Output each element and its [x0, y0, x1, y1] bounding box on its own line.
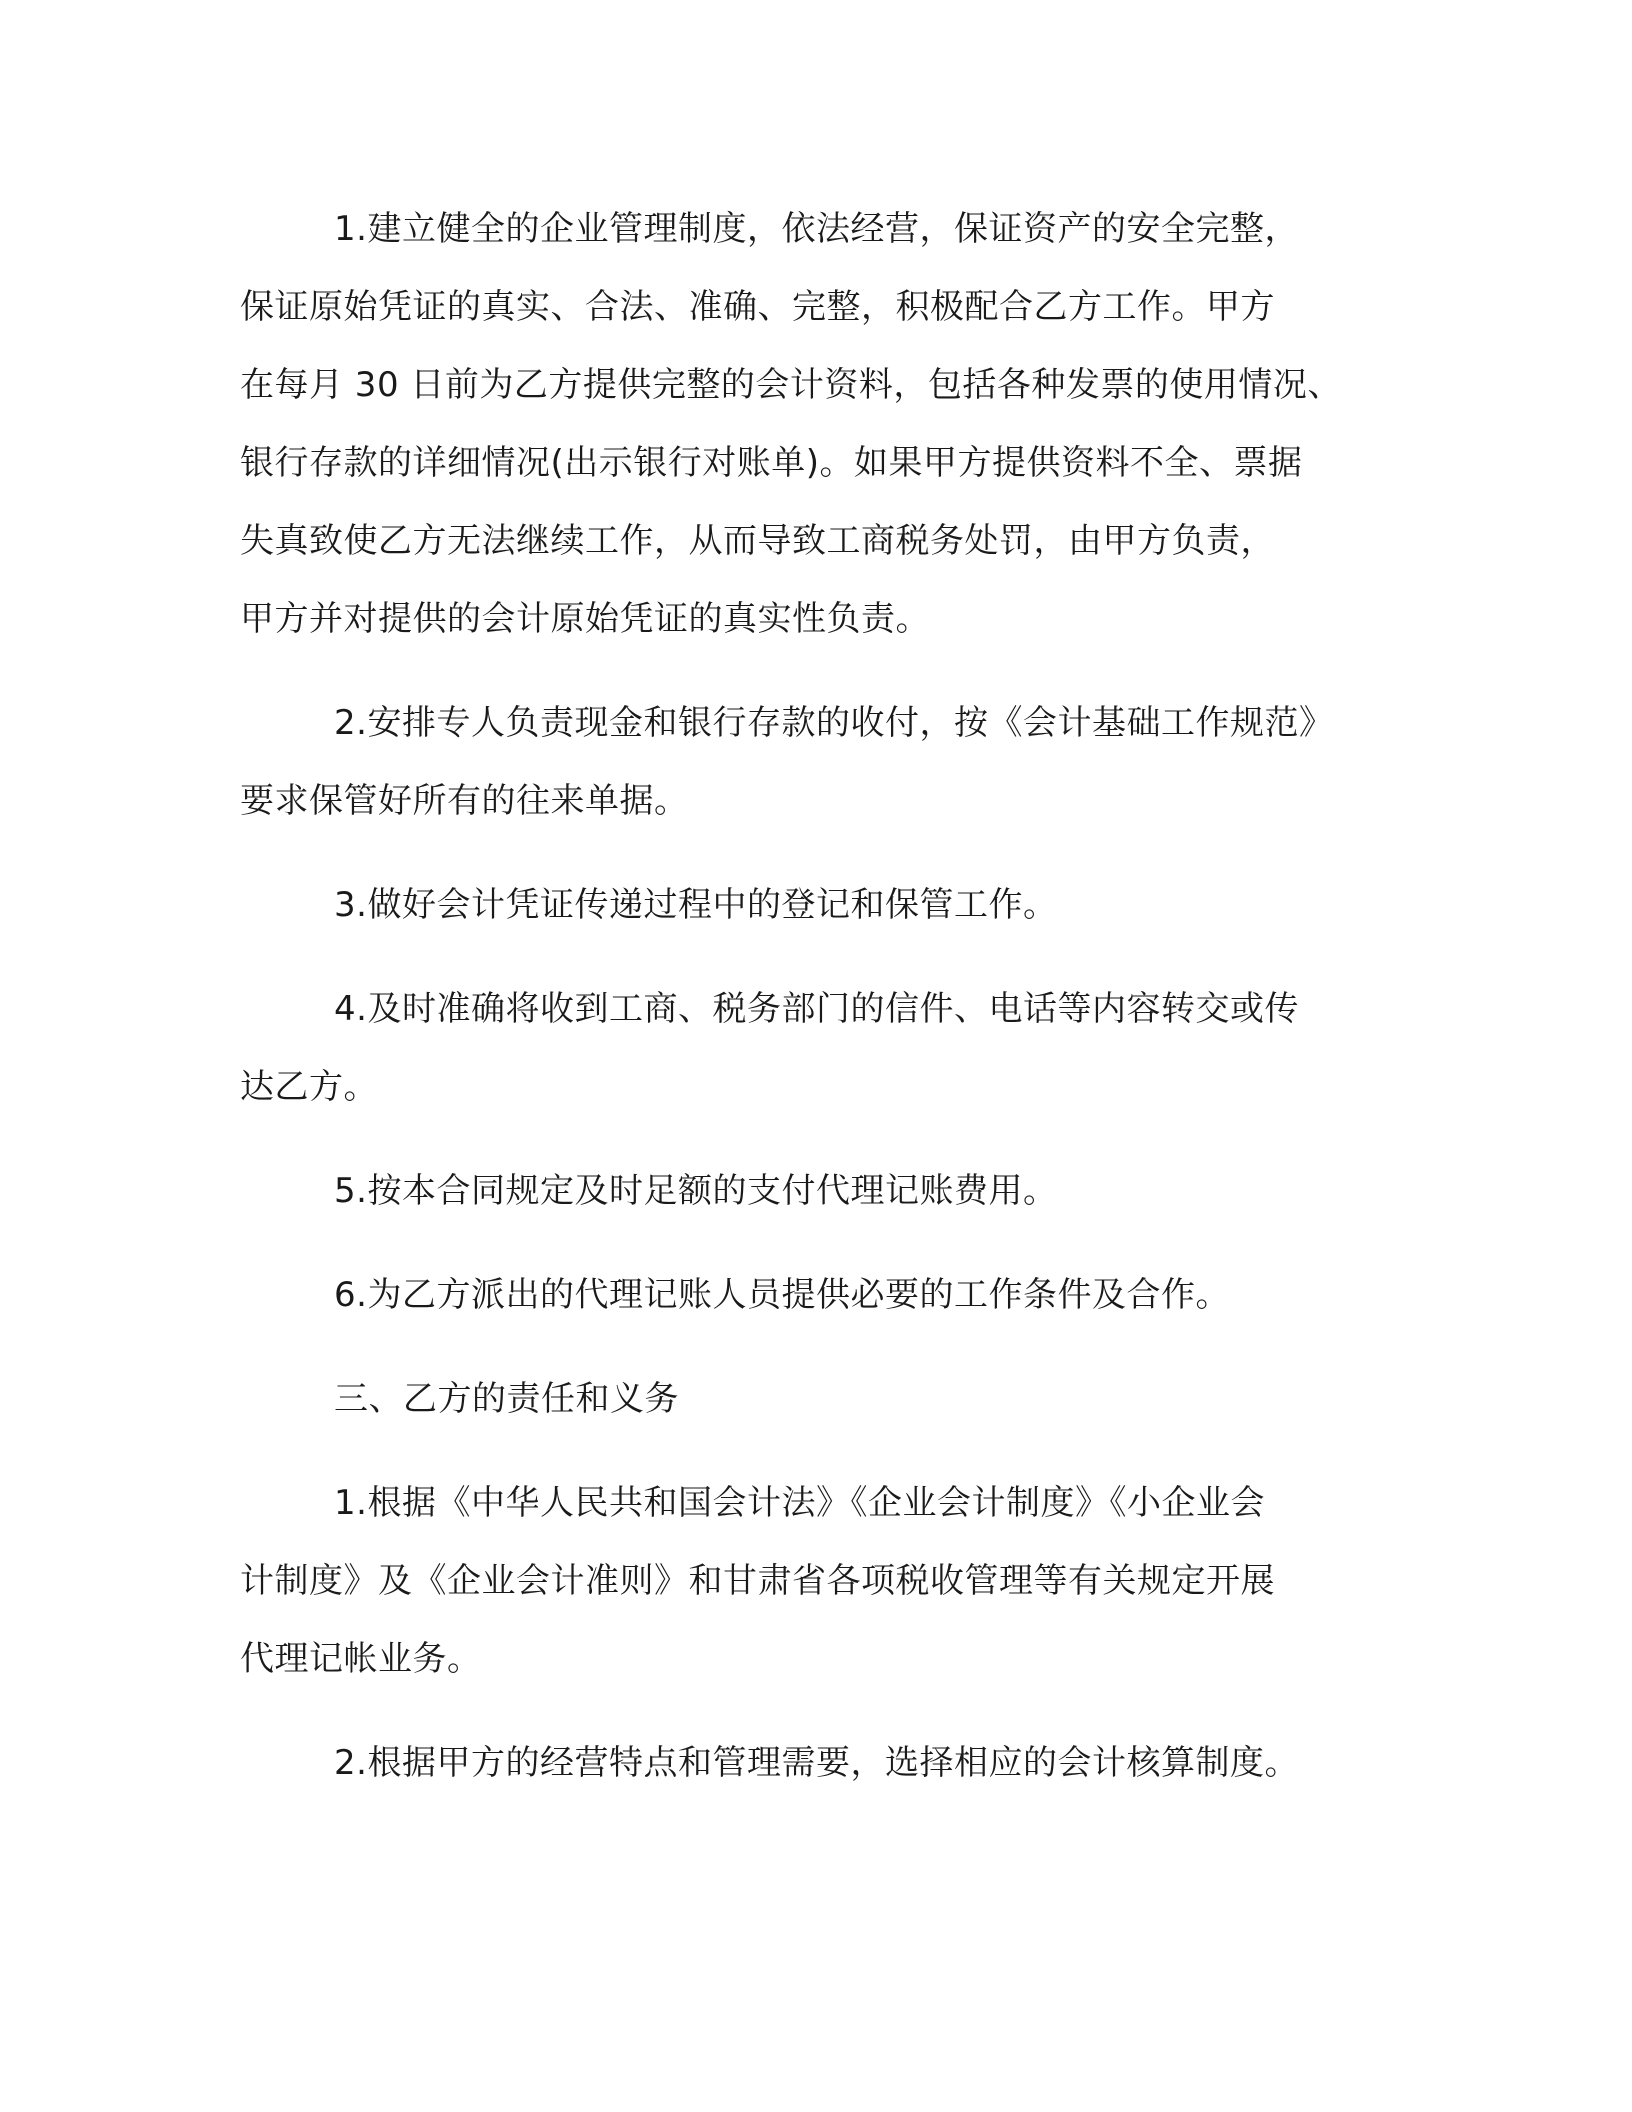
section-heading-party-b: 三、乙方的责任和义务: [334, 1379, 679, 1419]
text-line: 达乙方。: [240, 1067, 378, 1107]
text-line: 代理记帐业务。: [240, 1639, 482, 1679]
text-line: 2.根据甲方的经营特点和管理需要，选择相应的会计核算制度。: [334, 1743, 1299, 1783]
paragraph-party-a-item-1: [240, 190, 1400, 658]
text-line: 2.安排专人负责现金和银行存款的收付，按《会计基础工作规范》: [334, 703, 1334, 743]
paragraph-party-a-item-6: [240, 1256, 1400, 1334]
paragraph-party-b-item-1: [240, 1464, 1400, 1698]
paragraph-party-a-item-2: [240, 684, 1400, 840]
text-line: 保证原始凭证的真实、合法、准确、完整，积极配合乙方工作。甲方: [240, 287, 1275, 327]
paragraph-party-a-item-3: [240, 866, 1400, 944]
text-line: 在每月 30 日前为乙方提供完整的会计资料，包括各种发票的使用情况、: [240, 365, 1342, 405]
paragraph-party-a-item-5: [240, 1152, 1400, 1230]
text-line: 1.建立健全的企业管理制度，依法经营，保证资产的安全完整，: [334, 209, 1299, 249]
text-line: 甲方并对提供的会计原始凭证的真实性负责。: [240, 599, 930, 639]
paragraph-party-a-item-4: [240, 970, 1400, 1126]
text-line: 要求保管好所有的往来单据。: [240, 781, 689, 821]
text-line: 1.根据《中华人民共和国会计法》《企业会计制度》《小企业会: [334, 1483, 1265, 1523]
paragraph-party-b-item-2: [240, 1724, 1400, 1802]
text-line: 4.及时准确将收到工商、税务部门的信件、电话等内容转交或传: [334, 989, 1299, 1029]
text-line: 失真致使乙方无法继续工作，从而导致工商税务处罚，由甲方负责，: [240, 521, 1275, 561]
text-line: 5.按本合同规定及时足额的支付代理记账费用。: [334, 1171, 1058, 1211]
text-line: 计制度》及《企业会计准则》和甘肃省各项税收管理等有关规定开展: [240, 1561, 1275, 1601]
text-line: 银行存款的详细情况(出示银行对账单)。如果甲方提供资料不全、票据: [240, 443, 1303, 483]
text-line: 6.为乙方派出的代理记账人员提供必要的工作条件及合作。: [334, 1275, 1230, 1315]
document-body: [240, 190, 1400, 1828]
text-line: 3.做好会计凭证传递过程中的登记和保管工作。: [334, 885, 1058, 925]
